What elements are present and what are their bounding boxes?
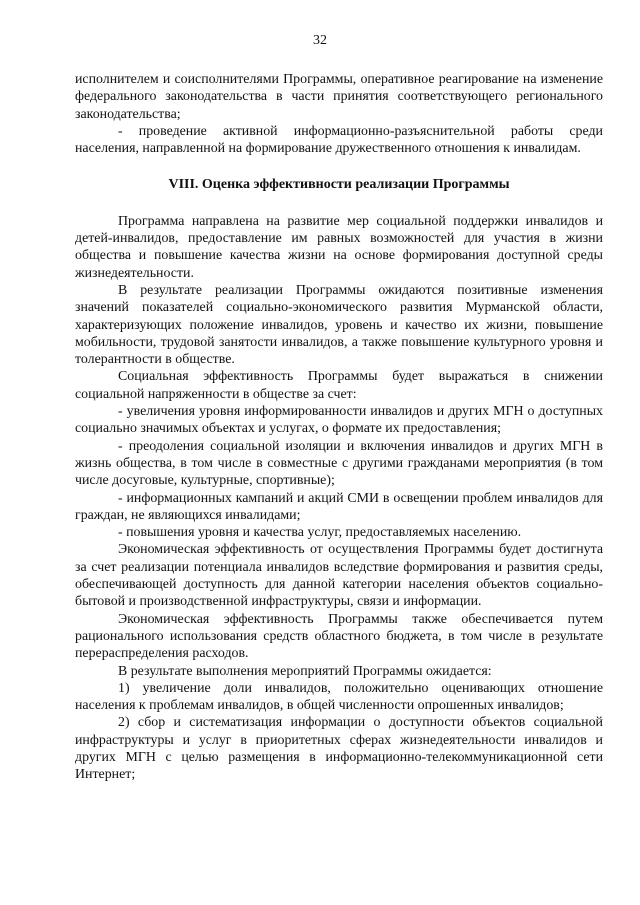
paragraph-numbered-item: 2) сбор и систематизация информации о доступности объектов социальной инфраструктуры и услуг в приоритетных сферах жизнедеятельности инвалидов и других МГН с целью размещения в информационно-телекоммуникационной сети Интернет;	[75, 715, 603, 783]
paragraph: Экономическая эффективность Программы также обеспечивается путем рационального использования средств областного бюджета, в том числе в результате перераспределения расходов.	[75, 611, 603, 662]
paragraph: Программа направлена на развитие мер социальной поддержки инвалидов и детей-инвалидов, предоставление им равных возможностей для участия в жизни общества и повышение качества жизни на основе формирования доступной среды жизнедеятельности.	[75, 213, 603, 281]
paragraph: В результате реализации Программы ожидаются позитивные изменения значений показателей социально-экономического развития Мурманской области, характеризующих положение инвалидов, уровень и качество их жизни, повышение мобильности, трудовой занятости инвалидов, а также повышение культурного уровня и толерантности в обществе.	[75, 282, 603, 368]
paragraph: Социальная эффективность Программы будет выражаться в снижении социальной напряженности в обществе за счет:	[75, 369, 603, 402]
paragraph-list-item: - преодоления социальной изоляции и включения инвалидов и других МГН в жизнь общества, в том числе в совместные с другими гражданами мероприятия (в том числе досуговые, культурные, спортивные);	[75, 438, 603, 489]
section-heading: VIII. Оценка эффективности реализации Программы	[168, 177, 510, 193]
paragraph: Экономическая эффективность от осуществления Программы будет достигнута за счет реализации потенциала инвалидов вследствие формирования и развития среды, обеспечивающей доступность для данной категории населения объектов социально-бытовой и производственной инфраструктуры, связи и информации.	[75, 542, 603, 610]
paragraph-list-item: - проведение активной информационно-разъяснительной работы среди населения, направленной на формирование дружественного отношения к инвалидам.	[75, 123, 603, 157]
paragraph-numbered-item: 1) увеличение доли инвалидов, положительно оценивающих отношение населения к проблемам инвалидов, в общей численности опрошенных инвалидов;	[75, 680, 603, 714]
document-body	[75, 71, 603, 784]
paragraph-continuation: исполнителем и соисполнителями Программы, оперативное реагирование на изменение федерального законодательства в части принятия соответствующего регионального законодательства;	[75, 72, 603, 122]
paragraph-list-item: - информационных кампаний и акций СМИ в освещении проблем инвалидов для граждан, не являющихся инвалидами;	[75, 490, 603, 523]
page-number: 32	[313, 33, 327, 48]
paragraph-list-item: - повышения уровня и качества услуг, предоставляемых населению.	[118, 525, 522, 541]
paragraph-list-item: - увеличения уровня информированности инвалидов и других МГН о доступных социально значимых объектах и услугах, о формате их предоставления;	[75, 404, 603, 437]
paragraph: В результате выполнения мероприятий Программы ожидается:	[118, 663, 492, 679]
